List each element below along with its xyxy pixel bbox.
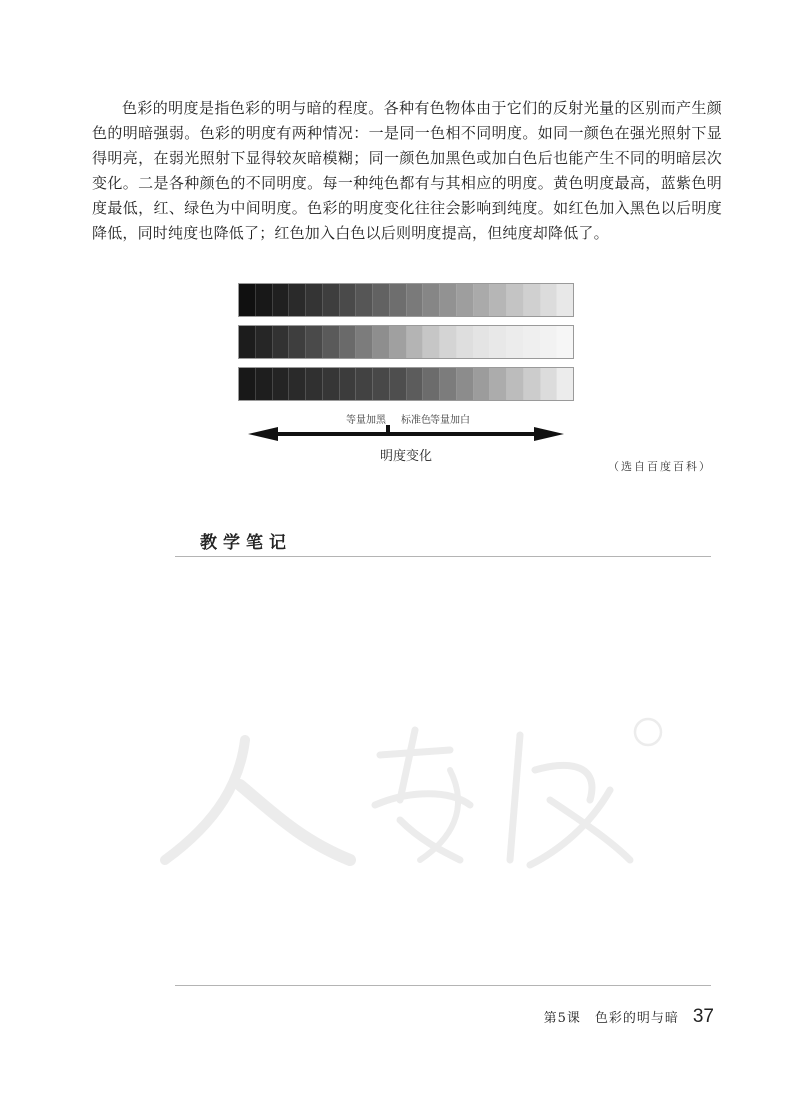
label-darken: 等量加黑 [346, 415, 386, 426]
gray-swatch [490, 326, 507, 358]
gray-swatch [407, 368, 424, 400]
publisher-watermark-logo [150, 710, 670, 880]
page-number: 37 [692, 1006, 714, 1027]
gray-swatch [373, 284, 390, 316]
gray-swatch [457, 326, 474, 358]
gray-swatch [256, 326, 273, 358]
body-paragraph: 色彩的明度是指色彩的明与暗的程度。各种有色物体由于它们的反射光量的区别而产生颜色的明暗强弱。色彩的明度有两种情况：一是同一色相不同明度。如同一颜色在强光照射下显得明亮，在弱光照射下显得较灰暗模糊；同一颜色加黑色或加白色后也能产生不同的明暗层次变化。二是各种颜色的不同明度。每一种纯色都有与其相应的明度。黄色明度最高，蓝紫色明度最低，红、绿色为中间明度。色彩的明度变化往往会影响到纯度。如红色加入黑色以后明度降低，同时纯度也降低了；红色加入白色以后则明度提高，但纯度却降低了。 [92, 99, 722, 242]
gray-swatch [407, 284, 424, 316]
gray-swatch [340, 368, 357, 400]
gray-strip-3 [238, 367, 574, 401]
notes-top-rule [175, 556, 711, 557]
gray-swatch [323, 326, 340, 358]
figure-source: （选自百度百科） [608, 460, 712, 473]
axis-caption: 明度变化 [379, 449, 432, 464]
gray-swatch [256, 368, 273, 400]
gray-swatch [373, 326, 390, 358]
gray-strip-2 [238, 325, 574, 359]
brightness-figure [238, 283, 574, 464]
notes-bottom-rule [175, 985, 711, 986]
gray-swatch [440, 284, 457, 316]
gray-swatch [541, 284, 558, 316]
gray-swatch [541, 368, 558, 400]
gray-swatch [440, 326, 457, 358]
gray-swatch [306, 368, 323, 400]
gray-strip-1 [238, 283, 574, 317]
gray-swatch [306, 326, 323, 358]
gray-swatch [323, 368, 340, 400]
lesson-title: 第5课 色彩的明与暗 [543, 1011, 679, 1026]
gray-swatch [423, 284, 440, 316]
gray-swatch [356, 284, 373, 316]
gray-swatch [490, 368, 507, 400]
gray-swatch [507, 284, 524, 316]
gray-swatch [273, 284, 290, 316]
gray-swatch [356, 368, 373, 400]
gray-swatch [557, 368, 573, 400]
gray-swatch [239, 326, 256, 358]
double-arrow-icon [238, 425, 574, 441]
gray-swatch [306, 284, 323, 316]
gray-swatch [239, 284, 256, 316]
gray-swatch [423, 368, 440, 400]
gray-swatch [507, 326, 524, 358]
gray-swatch [557, 284, 573, 316]
notes-title: 教学笔记 [200, 533, 292, 553]
label-lighten: 等量加白 [430, 415, 470, 426]
gray-swatch [289, 284, 306, 316]
page-footer [544, 1006, 714, 1028]
gray-swatch [457, 368, 474, 400]
gray-swatch [407, 326, 424, 358]
gray-swatch [256, 284, 273, 316]
gray-swatch [239, 368, 256, 400]
gray-swatch [423, 326, 440, 358]
gray-swatch [390, 326, 407, 358]
gray-swatch [340, 326, 357, 358]
gray-swatch [524, 368, 541, 400]
gray-swatch [390, 368, 407, 400]
gray-swatch [356, 326, 373, 358]
gray-swatch [490, 284, 507, 316]
gray-swatch [457, 284, 474, 316]
gray-swatch [340, 284, 357, 316]
gray-swatch [474, 326, 491, 358]
gray-swatch [557, 326, 573, 358]
gray-swatch [474, 284, 491, 316]
gray-swatch [273, 326, 290, 358]
label-standard: 标准色 [401, 415, 431, 426]
gray-swatch [289, 326, 306, 358]
gray-swatch [440, 368, 457, 400]
gray-swatch [507, 368, 524, 400]
gray-swatch [289, 368, 306, 400]
gray-swatch [474, 368, 491, 400]
gray-swatch [273, 368, 290, 400]
gray-swatch [390, 284, 407, 316]
gray-swatch [541, 326, 558, 358]
gray-swatch [524, 326, 541, 358]
gray-swatch [373, 368, 390, 400]
gray-swatch [323, 284, 340, 316]
figure-labels [238, 409, 574, 427]
gray-swatch [524, 284, 541, 316]
